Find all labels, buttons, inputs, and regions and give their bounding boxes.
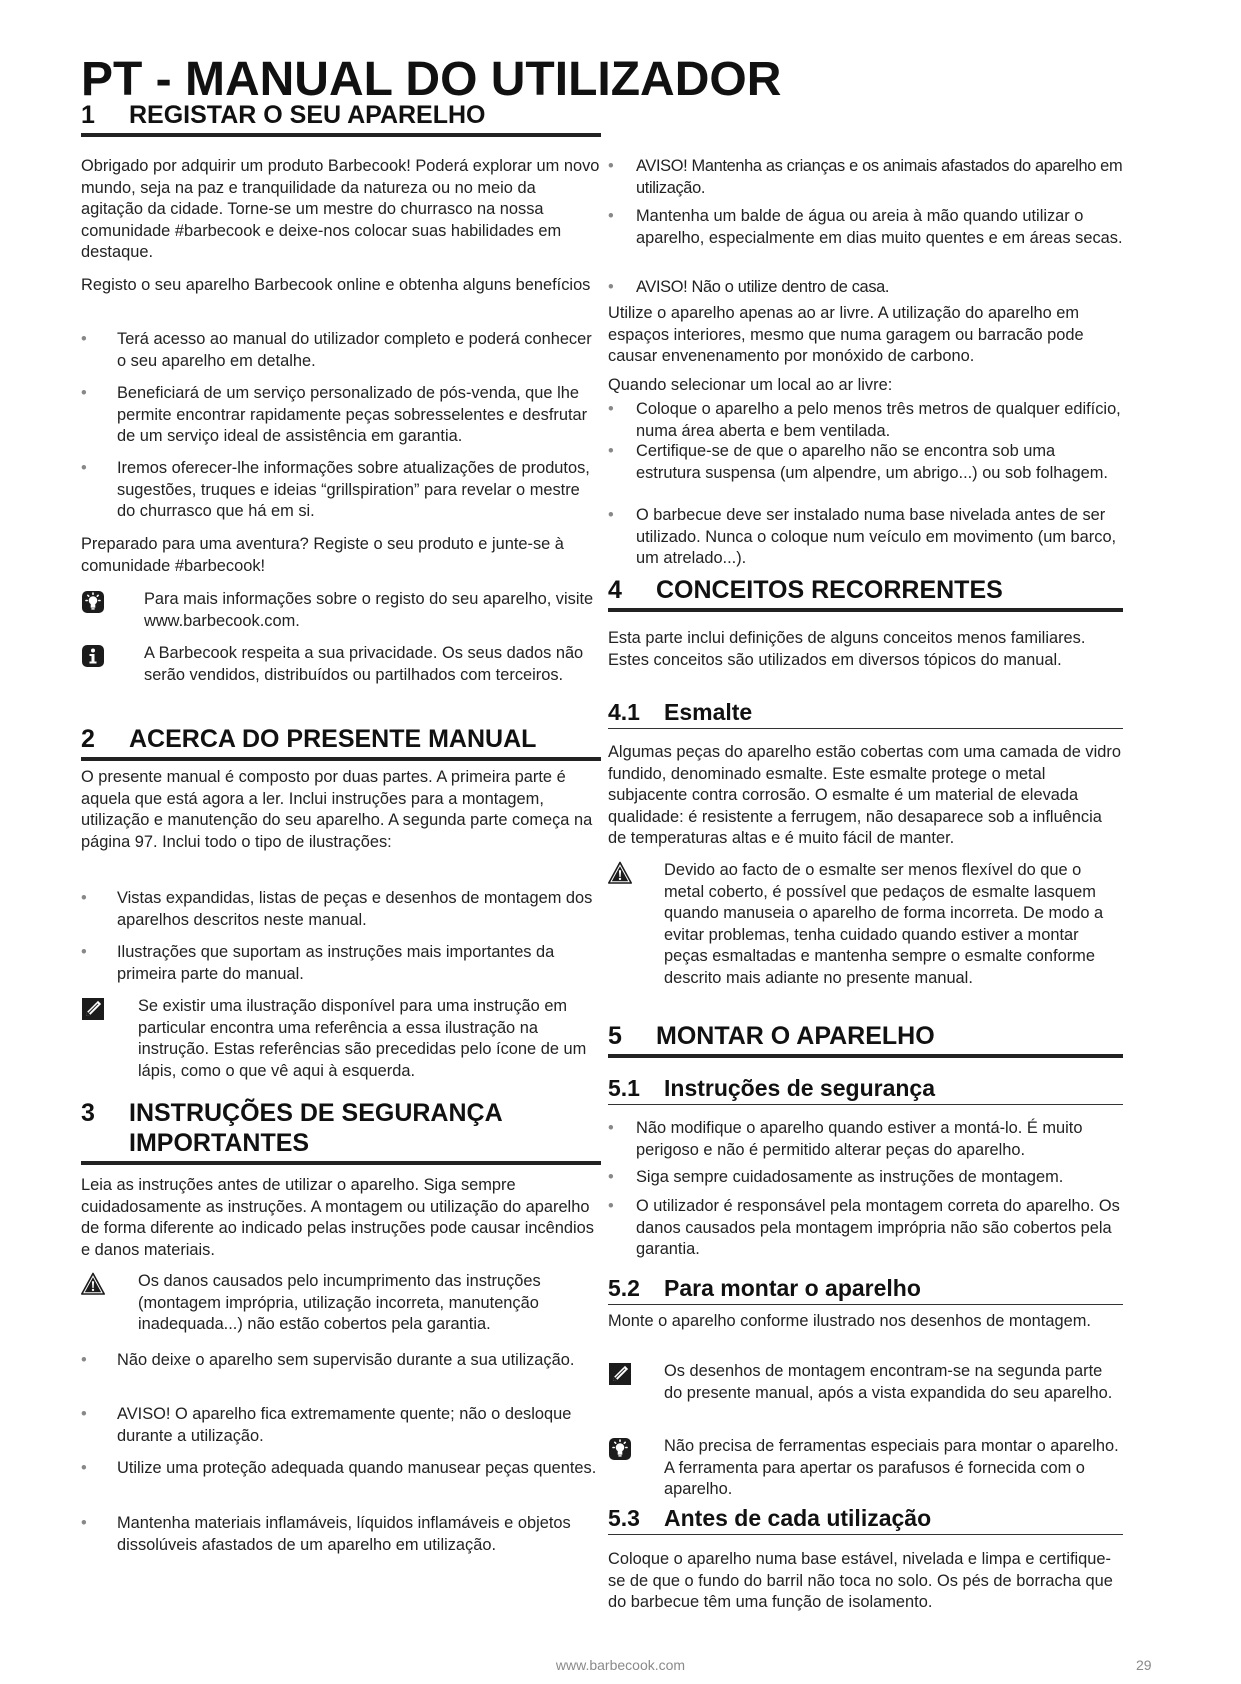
bullet-item bbox=[81, 1404, 601, 1447]
paragraph: Algumas peças do aparelho estão cobertas com uma camada de vidro fundido, denominado esmalte. Este esmalte protege o metal subjacente contra corrosão. O esmalte é um material de elevada qualidade: é resistente a ferrugem, não desaparece sob a influência de temperaturas altas e é muito fácil de manter. bbox=[608, 743, 1121, 847]
paragraph: O presente manual é composto por duas partes. A primeira parte é aquela que está agora a ler. Inclui instruções para a montagem, utilização e manutenção do seu aparelho. A segunda parte começa na página 97. Inclui todo o tipo de ilustrações: bbox=[81, 768, 593, 851]
section-title: ACERCA DO PRESENTE MANUAL bbox=[129, 725, 537, 753]
warning-icon bbox=[608, 861, 632, 885]
bullet-dot-icon: • bbox=[608, 157, 614, 175]
bullet-text: Ilustrações que suportam as instruções mais importantes da primeira parte do manual. bbox=[117, 943, 555, 983]
bullet-text: Utilize uma proteção adequada quando manusear peças quentes. bbox=[117, 1459, 597, 1477]
note-pencil bbox=[608, 1361, 1123, 1404]
bullet-text: AVISO! Não o utilize dentro de casa. bbox=[636, 278, 890, 296]
bullet-text: Beneficiará de um serviço personalizado de pós-venda, que lhe permite encontrar rapidamente peças sobresselentes e desfrutar de um serviço ideal de assistência em garantia. bbox=[117, 384, 588, 445]
section-4-heading bbox=[608, 575, 1123, 612]
note-text: Os danos causados pelo incumprimento das instruções (montagem imprópria, utilização incorreta, manutenção inadequada...) não estão cobertos pela garantia. bbox=[138, 1272, 541, 1333]
bullet-dot-icon: • bbox=[81, 384, 87, 402]
bullet-item bbox=[81, 942, 601, 985]
section-title: REGISTAR O SEU APARELHO bbox=[129, 101, 486, 129]
note-text: Os desenhos de montagem encontram-se na segunda parte do presente manual, após a vista expandida do seu aparelho. bbox=[664, 1362, 1113, 1402]
paragraph: Coloque o aparelho numa base estável, nivelada e limpa e certifique-se de que o fundo do barril não toca no solo. Os pés de borracha que do barbecue têm uma função de isolamento. bbox=[608, 1550, 1113, 1611]
bullet-text: Terá acesso ao manual do utilizador completo e poderá conhecer o seu aparelho em detalhe. bbox=[117, 330, 592, 370]
bullet-text: AVISO! Mantenha as crianças e os animais afastados do aparelho em utilização. bbox=[636, 157, 1123, 197]
section-title: MONTAR O APARELHO bbox=[656, 1022, 935, 1050]
bullet-dot-icon: • bbox=[608, 278, 614, 296]
bullet-dot-icon: • bbox=[81, 1351, 87, 1369]
bullet-dot-icon: • bbox=[608, 506, 614, 524]
bullet-item bbox=[81, 329, 601, 372]
subsection-number: 5.1 bbox=[608, 1075, 640, 1101]
page-title: PT - MANUAL DO UTILIZADOR bbox=[81, 53, 782, 106]
note-text: Para mais informações sobre o registo do seu aparelho, visite www.barbecook.com. bbox=[144, 590, 594, 630]
bullet-item bbox=[81, 888, 601, 931]
bullet-text: Siga sempre cuidadosamente as instruções de montagem. bbox=[636, 1168, 1064, 1186]
subsection-number: 4.1 bbox=[608, 699, 640, 725]
section-number: 5 bbox=[608, 1022, 622, 1050]
note-text: A Barbecook respeita a sua privacidade. Os seus dados não serão vendidos, distribuídos ou partilhados com terceiros. bbox=[144, 644, 584, 684]
note-info bbox=[81, 643, 601, 686]
subsection-5-1-heading bbox=[608, 1074, 1123, 1105]
bullet-dot-icon: • bbox=[81, 1459, 87, 1477]
subsection-title: Antes de cada utilização bbox=[664, 1505, 932, 1531]
bullet-dot-icon: • bbox=[608, 1119, 614, 1137]
subsection-title: Esmalte bbox=[664, 699, 753, 725]
bullet-dot-icon: • bbox=[81, 459, 87, 477]
bullet-text: O utilizador é responsável pela montagem correta do aparelho. Os danos causados pela montagem imprópria não são cobertos pela garantia. bbox=[636, 1197, 1120, 1258]
bullet-text: Vistas expandidas, listas de peças e desenhos de montagem dos aparelhos descritos neste manual. bbox=[117, 889, 593, 929]
paragraph: Monte o aparelho conforme ilustrado nos desenhos de montagem. bbox=[608, 1312, 1091, 1330]
footer-url: www.barbecook.com bbox=[555, 1657, 686, 1673]
section-1-heading bbox=[81, 100, 601, 137]
section-2-heading bbox=[81, 724, 601, 761]
bullet-text: Mantenha um balde de água ou areia à mão quando utilizar o aparelho, especialmente em dias muito quentes e em áreas secas. bbox=[636, 207, 1123, 247]
subsection-number: 5.2 bbox=[608, 1275, 640, 1301]
bullet-text: Não modifique o aparelho quando estiver a montá-lo. É muito perigoso e não é permitido alterar peças do aparelho. bbox=[636, 1119, 1083, 1159]
subsection-number: 5.3 bbox=[608, 1505, 640, 1531]
bullet-item bbox=[608, 206, 1123, 249]
pencil-icon bbox=[608, 1362, 632, 1386]
section-5-heading bbox=[608, 1021, 1123, 1058]
bullet-item bbox=[608, 399, 1123, 442]
bullet-dot-icon: • bbox=[608, 1168, 614, 1186]
note-text: Não precisa de ferramentas especiais para montar o aparelho. A ferramenta para apertar os parafusos é fornecida com o aparelho. bbox=[664, 1437, 1119, 1498]
bullet-item bbox=[608, 1118, 1123, 1161]
bullet-dot-icon: • bbox=[81, 1405, 87, 1423]
bullet-dot-icon: • bbox=[608, 1197, 614, 1215]
bullet-item bbox=[608, 277, 1123, 299]
bullet-text: Iremos oferecer-lhe informações sobre atualizações de produtos, sugestões, truques e ideias “grillspiration” para revelar o mestre do churrasco que há em si. bbox=[117, 459, 590, 520]
bullet-text: O barbecue deve ser instalado numa base nivelada antes de ser utilizado. Nunca o coloque num veículo em movimento (um barco, um atrelado...). bbox=[636, 506, 1117, 567]
subsection-4-1-heading bbox=[608, 698, 1123, 729]
section-number: 1 bbox=[81, 101, 95, 129]
section-title: CONCEITOS RECORRENTES bbox=[656, 576, 1003, 604]
paragraph: Utilize o aparelho apenas ao ar livre. A utilização do aparelho em espaços interiores, mesmo que numa garagem ou barracão pode causar envenenamento por monóxido de carbono. bbox=[608, 304, 1084, 365]
bullet-text: Certifique-se de que o aparelho não se encontra sob uma estrutura suspensa (um alpendre, um abrigo...) ou sob folhagem. bbox=[636, 442, 1108, 482]
bullet-dot-icon: • bbox=[608, 442, 614, 460]
paragraph: Registo o seu aparelho Barbecook online e obtenha alguns benefícios bbox=[81, 276, 591, 294]
paragraph: Leia as instruções antes de utilizar o aparelho. Siga sempre cuidadosamente as instruções. A montagem ou utilização do aparelho de forma diferente ao indicado pelas instruções pode causar incêndios e danos materiais. bbox=[81, 1176, 594, 1259]
note-tip bbox=[608, 1436, 1123, 1501]
bullet-dot-icon: • bbox=[608, 207, 614, 225]
warning-icon bbox=[81, 1272, 105, 1296]
bullet-item bbox=[608, 1196, 1123, 1261]
note-tip bbox=[81, 589, 601, 632]
bullet-item bbox=[81, 458, 601, 523]
bullet-item bbox=[81, 1513, 601, 1556]
bullet-item bbox=[608, 441, 1123, 484]
bullet-item bbox=[81, 1458, 601, 1480]
section-title: INSTRUÇÕES DE SEGURANÇA IMPORTANTES bbox=[129, 1099, 502, 1157]
note-text: Devido ao facto de o esmalte ser menos flexível do que o metal coberto, é possível que pedaços de esmalte lasquem quando manuseia o aparelho de forma incorreta. De modo a evitar problemas, tenha cuidado quando estiver a montar peças esmaltadas e mantenha sempre o esmalte conforme descrito mais adiante no presente manual. bbox=[664, 861, 1104, 987]
subsection-title: Instruções de segurança bbox=[664, 1075, 935, 1101]
bullet-dot-icon: • bbox=[608, 400, 614, 418]
bullet-dot-icon: • bbox=[81, 943, 87, 961]
section-number: 4 bbox=[608, 576, 622, 604]
note-text: Se existir uma ilustração disponível para uma instrução em particular encontra uma referência a essa ilustração na instrução. Estas referências são precedidas pelo ícone de um lápis, como o que vê aqui à esquerda. bbox=[138, 997, 587, 1080]
bullet-dot-icon: • bbox=[81, 1514, 87, 1532]
note-warning bbox=[81, 1271, 601, 1336]
subsection-5-3-heading bbox=[608, 1504, 1123, 1535]
bullet-text: Não deixe o aparelho sem supervisão durante a sua utilização. bbox=[117, 1351, 575, 1369]
lightbulb-icon bbox=[608, 1437, 632, 1461]
paragraph: Preparado para uma aventura? Registe o seu produto e junte-se à comunidade #barbecook! bbox=[81, 535, 564, 575]
bullet-item bbox=[608, 505, 1123, 570]
section-3-heading bbox=[81, 1098, 601, 1165]
note-pencil bbox=[81, 996, 601, 1082]
subsection-5-2-heading bbox=[608, 1274, 1123, 1305]
bullet-item bbox=[608, 156, 1123, 199]
paragraph: Obrigado por adquirir um produto Barbecook! Poderá explorar um novo mundo, seja na paz e tranquilidade da natureza ou no meio da agitação da cidade. Torne-se um mestre do churrasco na nossa comunidade #barbecook e deixe-nos colocar suas habilidades em destaque. bbox=[81, 157, 600, 261]
note-warning bbox=[608, 860, 1123, 989]
lightbulb-icon bbox=[81, 590, 105, 614]
bullet-text: Coloque o aparelho a pelo menos três metros de qualquer edifício, numa área aberta e bem ventilada. bbox=[636, 400, 1121, 440]
page-number: 29 bbox=[1136, 1657, 1152, 1673]
subsection-title: Para montar o aparelho bbox=[664, 1275, 921, 1301]
pencil-icon bbox=[81, 997, 105, 1021]
info-icon bbox=[81, 644, 105, 668]
section-number: 3 bbox=[81, 1099, 95, 1127]
bullet-item bbox=[81, 383, 601, 448]
paragraph: Esta parte inclui definições de alguns conceitos menos familiares. Estes conceitos são utilizados em diversos tópicos do manual. bbox=[608, 629, 1086, 669]
paragraph: Quando selecionar um local ao ar livre: bbox=[608, 376, 893, 394]
bullet-text: AVISO! O aparelho fica extremamente quente; não o desloque durante a utilização. bbox=[117, 1405, 572, 1445]
bullet-dot-icon: • bbox=[81, 330, 87, 348]
bullet-item bbox=[81, 1350, 601, 1372]
bullet-item bbox=[608, 1167, 1123, 1189]
section-number: 2 bbox=[81, 725, 95, 753]
bullet-text: Mantenha materiais inflamáveis, líquidos inflamáveis e objetos dissolúveis afastados de um aparelho em utilização. bbox=[117, 1514, 571, 1554]
bullet-dot-icon: • bbox=[81, 889, 87, 907]
